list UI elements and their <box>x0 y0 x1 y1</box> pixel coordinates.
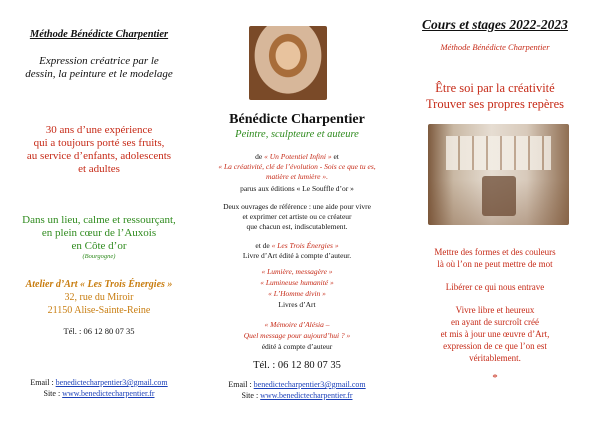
text-1-line-2: là où l’on ne peut mettre de mot <box>437 259 553 269</box>
expression-line-1: Expression créatrice par le <box>39 55 159 67</box>
email-link[interactable]: benedictecharpentier3@gmail.com <box>253 380 366 389</box>
and-de-word: et de <box>255 241 270 250</box>
atelier-name: Atelier d’Art « Les Trois Énergies » <box>25 279 173 290</box>
email-label: Email : <box>228 380 252 389</box>
email-line <box>198 380 396 389</box>
site-line <box>198 391 396 400</box>
site-line <box>0 389 198 398</box>
text-3-line-3: et mis à jour une œuvre d’Art, <box>440 329 550 339</box>
de-word: de <box>255 152 263 161</box>
artist-name: Bénédicte Charpentier <box>229 112 365 127</box>
experience-line-2: qui a toujours porté ses fruits, <box>33 137 165 149</box>
site-label: Site : <box>241 391 259 400</box>
book-2-line-1: « La créativité, clé de l’évolution - Sois ce que tu es, <box>218 162 376 171</box>
site-link[interactable]: www.benedictecharpentier.fr <box>260 391 353 400</box>
text-3-line-2: en ayant de surcroît créé <box>451 317 539 327</box>
studio-photo <box>428 124 569 225</box>
site-link[interactable]: www.benedictecharpentier.fr <box>62 389 155 398</box>
phone: Tél. : 06 12 80 07 35 <box>253 360 341 371</box>
method-subtitle: Méthode Bénédicte Charpentier <box>440 42 550 52</box>
artist-role: Peintre, sculpteure et auteure <box>235 129 359 140</box>
place-line-1: Dans un lieu, calme et ressourçant, <box>22 214 176 226</box>
email-line <box>0 378 198 387</box>
email-label: Email : <box>30 378 54 387</box>
text-1-line-1: Mettre des formes et des couleurs <box>434 247 556 257</box>
experience-line-3: au service d’enfants, adolescents <box>26 150 172 162</box>
books-line-1 <box>198 152 396 161</box>
ref-line-3: que chacun est, indiscutablement. <box>246 222 348 231</box>
ornament: * <box>492 372 498 384</box>
portrait-photo <box>249 26 327 100</box>
book-3-note: Livre d’Art édité à compte d’auteur. <box>242 251 352 260</box>
right-panel <box>396 0 594 421</box>
book-3-line <box>198 241 396 250</box>
text-2: Libérer ce qui nous entrave <box>445 282 545 292</box>
ref-line-2: et exprimer cet artiste ou ce créateur <box>242 212 352 221</box>
art-books-note: Livres d’Art <box>278 300 316 309</box>
motto-line-2: Trouver ses propres repères <box>425 97 565 111</box>
method-title: Méthode Bénédicte Charpentier <box>29 29 169 40</box>
phone: Tél. : 06 12 80 07 35 <box>63 326 135 336</box>
book-1-title: « Un Potentiel Infini » <box>264 152 332 161</box>
expression-line-2: dessin, la peinture et le modelage <box>25 68 173 80</box>
motto-line-1: Être soi par la créativité <box>435 81 555 95</box>
site-label: Site : <box>43 389 61 398</box>
ref-line-1: Deux ouvrages de référence : une aide pour vivre <box>223 202 371 211</box>
text-3-line-1: Vivre libre et heureux <box>455 305 535 315</box>
art-book-2: « Lumineuse humanité » <box>260 278 334 287</box>
alesia-line-1: « Mémoire d’Alésia – <box>264 320 330 329</box>
text-3-line-4: expression de ce que l’on est <box>443 341 547 351</box>
place-line-2: en plein cœur de l’Auxois <box>41 227 157 239</box>
experience-line-4: et adultes <box>78 163 120 175</box>
book-3-title: « Les Trois Énergies » <box>271 241 339 250</box>
book-2-line-2: matière et lumière ». <box>266 172 328 181</box>
text-3-line-5: véritablement. <box>469 353 521 363</box>
place-line-3: en Côte d’or <box>71 240 127 252</box>
courses-title: Cours et stages 2022-2023 <box>422 17 568 32</box>
address-line-1: 32, rue du Miroir <box>64 292 134 303</box>
alesia-note: édité à compte d’auteur <box>261 342 333 351</box>
left-panel <box>0 0 198 421</box>
art-book-3: « L’Homme divin » <box>268 289 326 298</box>
experience-line-1: 30 ans d’une expérience <box>45 124 153 136</box>
art-book-1: « Lumière, messagère » <box>261 267 333 276</box>
alesia-line-2: Quel message pour aujourd’hui ? » <box>243 331 351 340</box>
and-word: et <box>333 152 339 161</box>
publisher: parus aux éditions « Le Souffle d’or » <box>240 184 354 193</box>
center-panel <box>198 0 396 421</box>
place-region: (Bourgogne) <box>82 253 116 260</box>
email-link[interactable]: benedictecharpentier3@gmail.com <box>55 378 168 387</box>
address-line-2: 21150 Alise-Sainte-Reine <box>47 305 151 316</box>
